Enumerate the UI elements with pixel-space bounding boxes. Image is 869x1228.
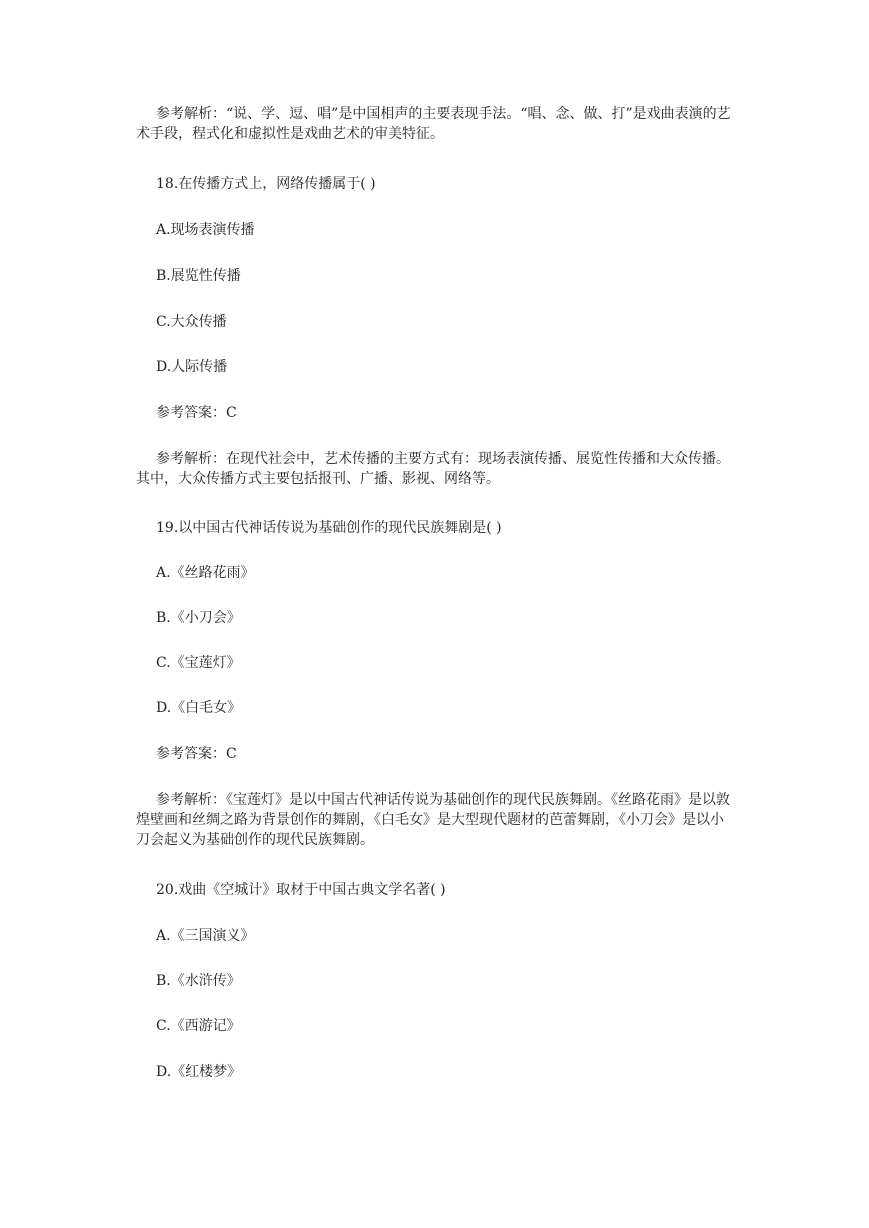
question-20-option-b: B.《水浒传》 [156,973,241,989]
question-18-answer: 参考答案：C [156,405,237,421]
question-19-analysis: 参考解析：《宝莲灯》是以中国古代神话传说为基础创作的现代民族舞剧。《丝路花雨》是以敦煌壁画和丝绸之路为背景创作的舞剧，《白毛女》是大型现代题材的芭蕾舞剧，《小刀会》是以小刀会起义为基础创作的现代民族舞剧。 [136,792,730,848]
question-19-option-a: A.《丝路花雨》 [156,565,255,581]
question-18-option-c: C.大众传播 [156,314,227,330]
question-19-option-d: D.《白毛女》 [156,700,242,716]
question-20-stem: 20.戏曲《空城计》取材于中国古典文学名著( ) [156,882,446,898]
question-18-option-d: D.人际传播 [156,359,228,375]
question-18-option-a: A.现场表演传播 [156,222,255,238]
question-19-stem: 19.以中国古代神话传说为基础创作的现代民族舞剧是( ) [156,520,502,536]
question-18-option-b: B.展览性传播 [156,268,241,284]
question-20-option-a: A.《三国演义》 [156,928,255,944]
question-20-option-d: D.《红楼梦》 [156,1064,242,1080]
question-19-option-b: B.《小刀会》 [156,610,241,626]
question-19-option-c: C.《宝莲灯》 [156,655,241,671]
question-20-option-c: C.《西游记》 [156,1018,241,1034]
analysis-q17: 参考解析：“说、学、逗、唱”是中国相声的主要表现手法。“唱、念、做、打”是戏曲表演的艺术手段，程式化和虚拟性是戏曲艺术的审美特征。 [136,106,731,142]
question-19-answer: 参考答案：C [156,746,237,762]
question-18-stem: 18.在传播方式上，网络传播属于( ) [156,176,376,192]
question-18-analysis: 参考解析：在现代社会中，艺术传播的主要方式有：现场表演传播、展览性传播和大众传播。其中，大众传播方式主要包括报刊、广播、影视、网络等。 [136,451,730,487]
